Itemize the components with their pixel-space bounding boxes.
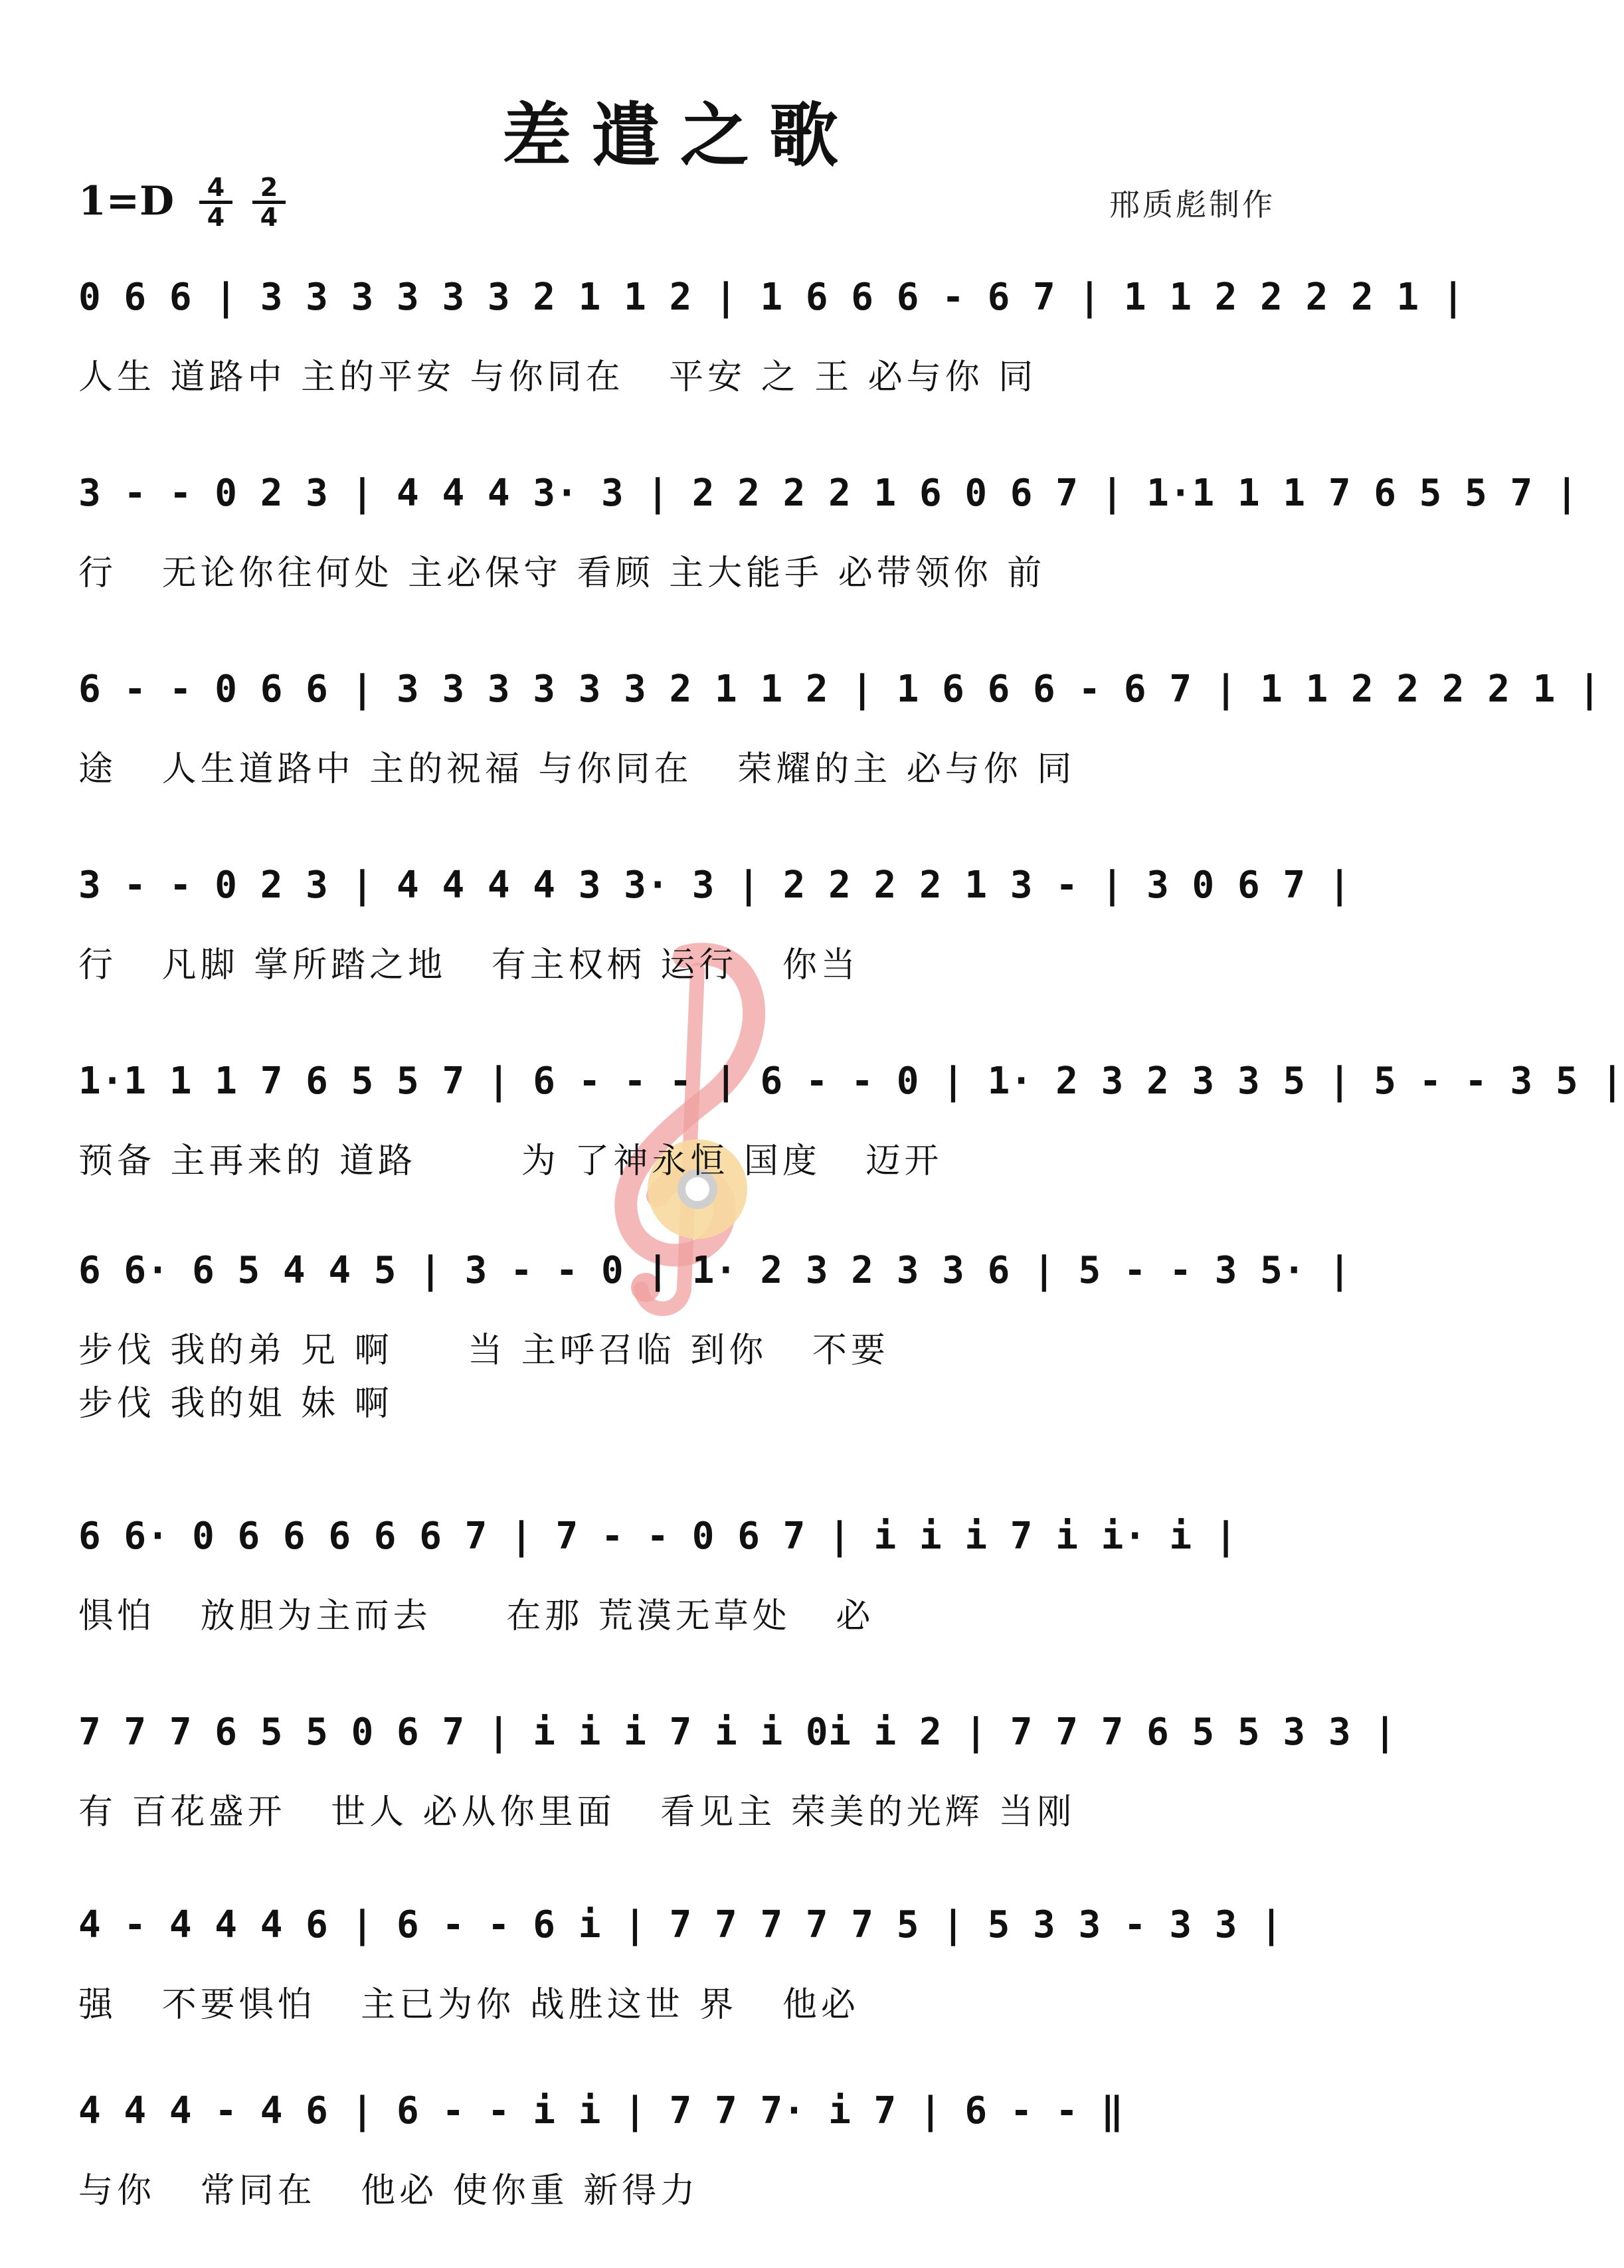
lyric-line: 步伐 我的姐 妹 啊 bbox=[78, 1384, 393, 1424]
time-signature-4-4 bbox=[199, 174, 232, 231]
meter-top: 4 bbox=[199, 174, 232, 204]
lyric-line: 行 无论你往何处 主必保守 看顾 主大能手 必带领你 前 bbox=[78, 553, 1046, 593]
lyric-line: 行 凡脚 掌所踏之地 有主权柄 运行 你当 bbox=[78, 945, 859, 985]
notation-line: 7 7 7 6 5 5 0 6 7 | i i i 7 i i 0i i 2 | 7 7 7 6 5 5 3 3 | bbox=[78, 1711, 1397, 1754]
time-signature-2-4 bbox=[252, 174, 286, 231]
meter-bottom: 4 bbox=[260, 203, 278, 232]
notation-line: 0 6 6 | 3 3 3 3 3 3 2 1 1 2 | 1 6 6 6 - 6 7 | 1 1 2 2 2 2 1 | bbox=[78, 276, 1465, 319]
lyric-line: 途 人生道路中 主的祝福 与你同在 荣耀的主 必与你 同 bbox=[78, 749, 1076, 789]
lyric-line: 强 不要惧怕 主已为你 战胜这世 界 他必 bbox=[78, 1985, 859, 2025]
meter-top: 2 bbox=[252, 174, 286, 204]
notation-line: 4 - 4 4 4 6 | 6 - - 6 i | 7 7 7 7 7 5 | 5 3 3 - 3 3 | bbox=[78, 1903, 1283, 1946]
lyric-line: 有 百花盛开 世人 必从你里面 看见主 荣美的光辉 当刚 bbox=[78, 1792, 1076, 1832]
notation-line: 3 - - 0 2 3 | 4 4 4 4 3 3· 3 | 2 2 2 2 1 3 - | 3 0 6 7 | bbox=[78, 864, 1352, 907]
arranger-credit: 邢质彪制作 bbox=[1109, 187, 1275, 223]
key-signature: 1=D bbox=[78, 178, 175, 225]
notation-line: 6 6· 0 6 6 6 6 6 7 | 7 - - 0 6 7 | i i i 7 i i· i | bbox=[78, 1515, 1237, 1558]
notation-line: 6 - - 0 6 6 | 3 3 3 3 3 3 2 1 1 2 | 1 6 6 6 - 6 7 | 1 1 2 2 2 2 1 | bbox=[78, 668, 1601, 711]
lyric-line: 预备 主再来的 道路 为 了神永恒 国度 迈开 bbox=[78, 1141, 943, 1181]
notation-line: 4 4 4 - 4 6 | 6 - - i i | 7 7 7· i 7 | 6 - - ‖ bbox=[78, 2089, 1124, 2132]
meter-bottom: 4 bbox=[207, 203, 225, 232]
lyric-line: 人生 道路中 主的平安 与你同在 平安 之 王 必与你 同 bbox=[78, 357, 1038, 397]
song-title: 差遣之歌 bbox=[501, 94, 858, 176]
lyric-line: 步伐 我的弟 兄 啊 当 主呼召临 到你 不要 bbox=[78, 1331, 889, 1370]
notation-line: 1·1 1 1 7 6 5 5 7 | 6 - - - | 6 - - 0 | 1· 2 3 2 3 3 5 | 5 - - 3 5 | bbox=[78, 1060, 1624, 1103]
notation-line: 6 6· 6 5 4 4 5 | 3 - - 0 | 1· 2 3 2 3 3 6 | 5 - - 3 5· | bbox=[78, 1249, 1352, 1292]
notation-line: 3 - - 0 2 3 | 4 4 4 3· 3 | 2 2 2 2 1 6 0 6 7 | 1·1 1 1 7 6 5 5 7 | bbox=[78, 472, 1579, 515]
lyric-line: 与你 常同在 他必 使你重 新得力 bbox=[78, 2171, 699, 2211]
lyric-line: 惧怕 放胆为主而去 在那 荒漠无草处 必 bbox=[78, 1596, 875, 1636]
